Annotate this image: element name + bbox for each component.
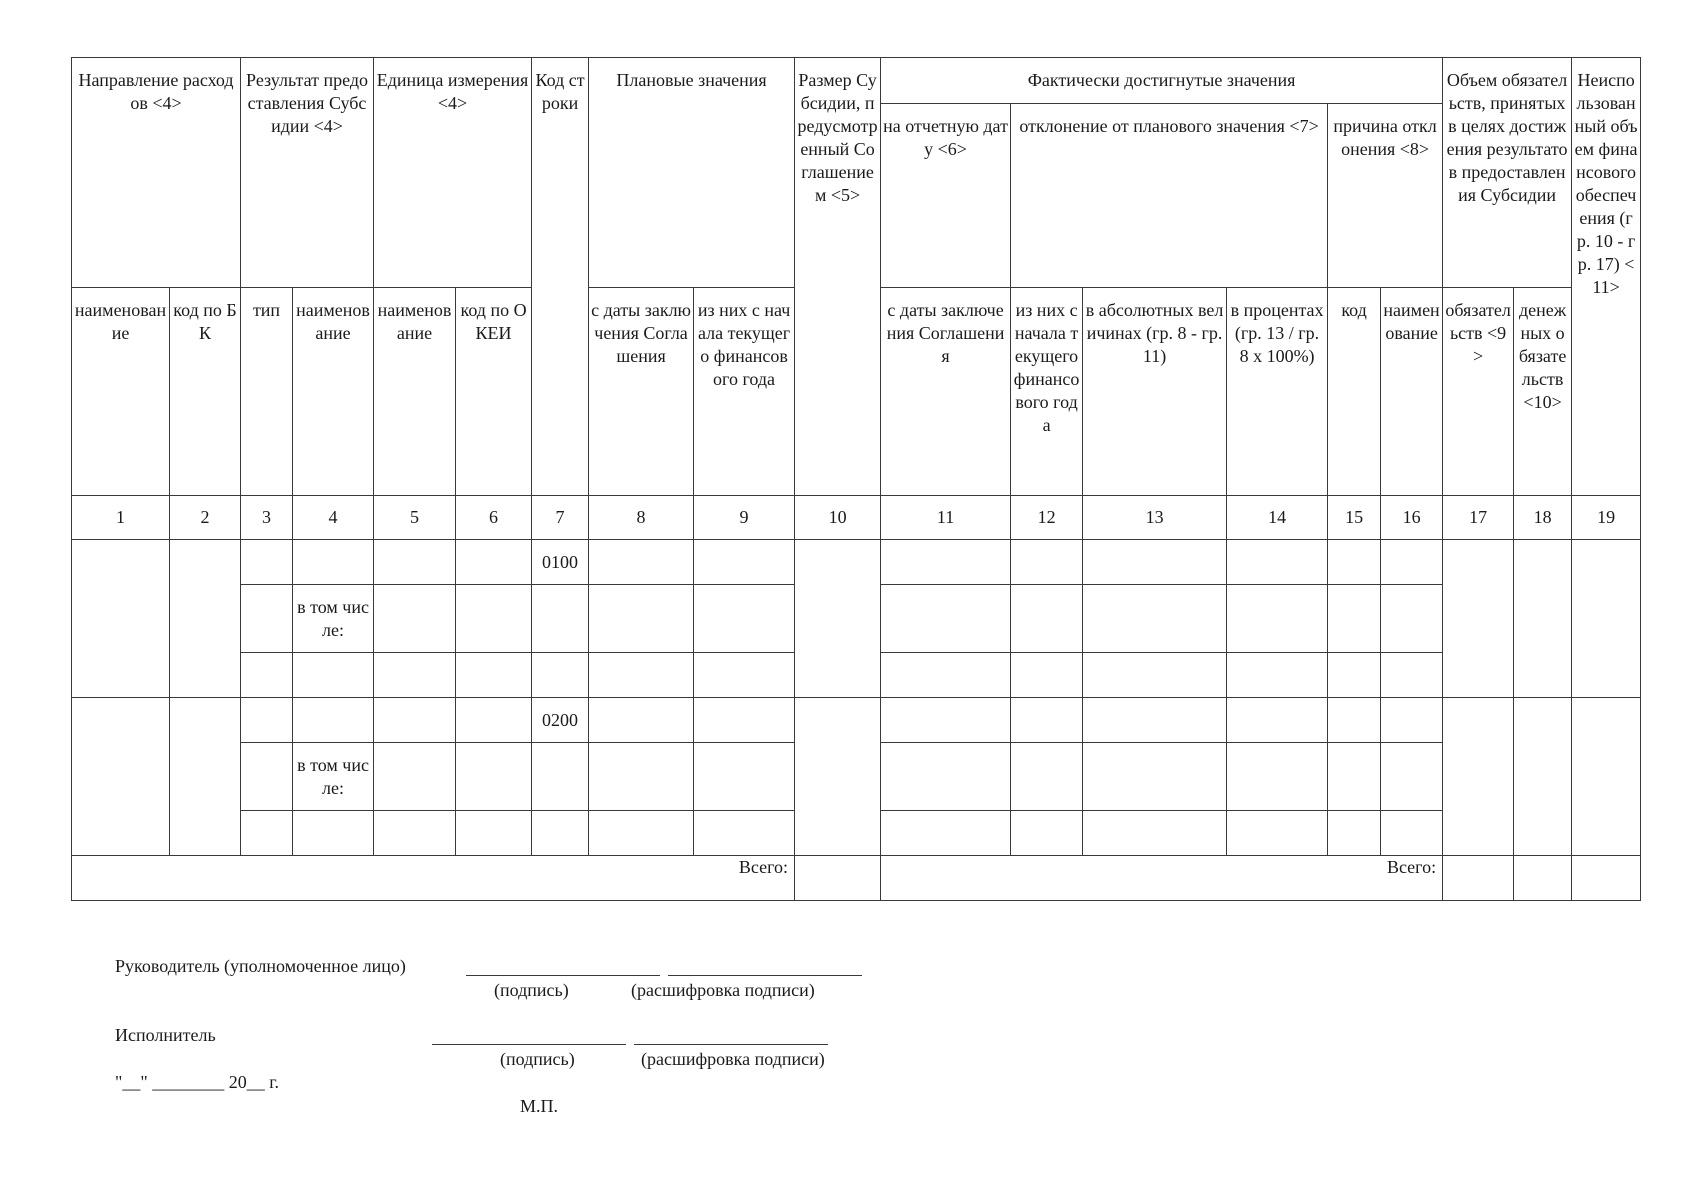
table-cell bbox=[589, 653, 694, 698]
head-decode-line bbox=[668, 975, 862, 976]
header-obligations-volume: Объем обязательств, принятых в целях достижения результатов предоставления Субсидии bbox=[1443, 58, 1572, 288]
table-cell bbox=[456, 698, 532, 743]
table-cell bbox=[1381, 653, 1443, 698]
col-number: 1 bbox=[72, 496, 170, 540]
table-cell bbox=[1572, 698, 1641, 856]
table-cell bbox=[1381, 540, 1443, 585]
table-cell bbox=[1381, 743, 1443, 811]
table-cell bbox=[241, 811, 293, 856]
header-reason-name: наименование bbox=[1381, 288, 1443, 496]
table-cell bbox=[694, 540, 795, 585]
table-cell bbox=[1227, 540, 1328, 585]
head-signature-line bbox=[466, 975, 660, 976]
col-number: 5 bbox=[374, 496, 456, 540]
table-cell bbox=[1011, 698, 1083, 743]
header-fact-from-year: из них с начала текущего финансового года bbox=[1011, 288, 1083, 496]
col-number: 2 bbox=[170, 496, 241, 540]
header-unit-okei: код по ОКЕИ bbox=[456, 288, 532, 496]
table-cell bbox=[241, 698, 293, 743]
col-number: 6 bbox=[456, 496, 532, 540]
table-cell bbox=[170, 698, 241, 856]
table-cell bbox=[881, 811, 1011, 856]
table-cell bbox=[241, 653, 293, 698]
table-cell bbox=[1227, 698, 1328, 743]
col-number: 17 bbox=[1443, 496, 1514, 540]
table-cell bbox=[881, 698, 1011, 743]
col-number: 4 bbox=[293, 496, 374, 540]
table-cell bbox=[1443, 540, 1514, 698]
col-number: 15 bbox=[1328, 496, 1381, 540]
header-actual: Фактически достигнутые значения bbox=[881, 58, 1443, 104]
table-cell bbox=[293, 811, 374, 856]
header-row-1 bbox=[72, 58, 1641, 104]
table-cell bbox=[374, 743, 456, 811]
col-number: 14 bbox=[1227, 496, 1328, 540]
table-cell bbox=[241, 585, 293, 653]
header-dir-name: наименование bbox=[72, 288, 170, 496]
table-cell bbox=[694, 653, 795, 698]
table-cell bbox=[241, 743, 293, 811]
executor-decode-caption: (расшифровка подписи) bbox=[641, 1049, 825, 1069]
table-cell bbox=[1083, 653, 1227, 698]
header-dir-code-bk: код по БК bbox=[170, 288, 241, 496]
table-cell bbox=[241, 540, 293, 585]
table-cell bbox=[374, 698, 456, 743]
total-label-left: Всего: bbox=[72, 856, 795, 901]
table-cell bbox=[1572, 540, 1641, 698]
header-res-type: тип bbox=[241, 288, 293, 496]
column-numbers-row bbox=[72, 496, 1641, 540]
report-table bbox=[71, 57, 1641, 901]
table-cell bbox=[72, 540, 170, 698]
line-code-0200: 0200 bbox=[532, 698, 589, 743]
table-cell bbox=[170, 540, 241, 698]
header-plan-from-year: из них с начала текущего финансового года bbox=[694, 288, 795, 496]
table-cell bbox=[1227, 585, 1328, 653]
header-unit-name: наименование bbox=[374, 288, 456, 496]
table-cell bbox=[1011, 585, 1083, 653]
table-cell bbox=[589, 743, 694, 811]
totals-row bbox=[72, 856, 1641, 901]
head-decode-caption: (расшифровка подписи) bbox=[631, 980, 815, 1000]
table-cell bbox=[456, 743, 532, 811]
table-cell bbox=[1328, 811, 1381, 856]
header-oblig: обязательств <9> bbox=[1443, 288, 1514, 496]
header-res-name: наименование bbox=[293, 288, 374, 496]
table-cell bbox=[1328, 653, 1381, 698]
date-line: "__" ________ 20__ г. bbox=[115, 1072, 280, 1092]
header-direction: Направление расходов <4> bbox=[72, 58, 241, 288]
executor-signature-caption: (подпись) bbox=[500, 1049, 575, 1069]
col-number: 8 bbox=[589, 496, 694, 540]
executor-signature-line bbox=[432, 1044, 626, 1045]
table-cell bbox=[694, 585, 795, 653]
head-signature-caption: (подпись) bbox=[494, 980, 569, 1000]
table-cell bbox=[1381, 811, 1443, 856]
table-cell bbox=[694, 811, 795, 856]
table-cell bbox=[1083, 585, 1227, 653]
col-number: 19 bbox=[1572, 496, 1641, 540]
table-cell bbox=[795, 698, 881, 856]
table-row-0100 bbox=[72, 540, 1641, 585]
header-deviation-reason: причина отклонения <8> bbox=[1328, 104, 1443, 288]
header-unused-volume: Неиспользованный объем финансового обеспечения (гр. 10 - гр. 17) <11> bbox=[1572, 58, 1641, 496]
table-cell bbox=[1011, 743, 1083, 811]
table-cell bbox=[1083, 540, 1227, 585]
table-cell bbox=[1328, 698, 1381, 743]
table-cell bbox=[293, 540, 374, 585]
table-cell bbox=[293, 653, 374, 698]
col-number: 18 bbox=[1514, 496, 1572, 540]
table-cell bbox=[1227, 743, 1328, 811]
line-code-0100: 0100 bbox=[532, 540, 589, 585]
table-cell bbox=[456, 585, 532, 653]
table-cell bbox=[532, 585, 589, 653]
executor-label: Исполнитель bbox=[115, 1025, 216, 1045]
table-cell bbox=[1011, 653, 1083, 698]
table-cell bbox=[589, 698, 694, 743]
header-unit: Единица измерения <4> bbox=[374, 58, 532, 288]
col-number: 11 bbox=[881, 496, 1011, 540]
header-on-report-date: на отчетную дату <6> bbox=[881, 104, 1011, 288]
table-cell bbox=[532, 653, 589, 698]
header-money-oblig: денежных обязательств <10> bbox=[1514, 288, 1572, 496]
table-cell bbox=[374, 585, 456, 653]
table-cell bbox=[881, 585, 1011, 653]
table-cell bbox=[1227, 653, 1328, 698]
table-cell bbox=[532, 811, 589, 856]
table-cell bbox=[1328, 540, 1381, 585]
header-result: Результат предоставления Субсидии <4> bbox=[241, 58, 374, 288]
table-cell bbox=[1328, 585, 1381, 653]
header-planned: Плановые значения bbox=[589, 58, 795, 288]
table-cell bbox=[456, 540, 532, 585]
table-cell bbox=[1011, 540, 1083, 585]
table-cell bbox=[1443, 698, 1514, 856]
table-cell bbox=[456, 653, 532, 698]
table-cell bbox=[694, 743, 795, 811]
table-cell bbox=[1011, 811, 1083, 856]
table-cell bbox=[374, 540, 456, 585]
total-oblig-cell bbox=[1443, 856, 1514, 901]
header-reason-code: код bbox=[1328, 288, 1381, 496]
table-cell bbox=[1083, 698, 1227, 743]
including-label: в том числе: bbox=[293, 585, 374, 653]
table-cell bbox=[589, 585, 694, 653]
header-deviation: отклонение от планового значения <7> bbox=[1011, 104, 1328, 288]
header-fact-from-date: с даты заключения Соглашения bbox=[881, 288, 1011, 496]
col-number: 16 bbox=[1381, 496, 1443, 540]
executor-decode-line bbox=[634, 1044, 828, 1045]
table-cell bbox=[374, 653, 456, 698]
col-number: 7 bbox=[532, 496, 589, 540]
head-label: Руководитель (уполномоченное лицо) bbox=[115, 956, 406, 976]
table-cell bbox=[1381, 585, 1443, 653]
header-line-code: Код строки bbox=[532, 58, 589, 496]
header-abs-values: в абсолютных величинах (гр. 8 - гр. 11) bbox=[1083, 288, 1227, 496]
table-cell bbox=[881, 743, 1011, 811]
total-subsidy-cell bbox=[795, 856, 881, 901]
table-cell bbox=[589, 811, 694, 856]
col-number: 13 bbox=[1083, 496, 1227, 540]
table-cell bbox=[1328, 743, 1381, 811]
header-subsidy-size: Размер Субсидии, предусмотренный Соглашением <5> bbox=[795, 58, 881, 496]
table-cell bbox=[881, 540, 1011, 585]
total-label-right: Всего: bbox=[881, 856, 1443, 901]
table-cell bbox=[795, 540, 881, 698]
table-cell bbox=[881, 653, 1011, 698]
including-label: в том числе: bbox=[293, 743, 374, 811]
table-cell bbox=[1514, 698, 1572, 856]
table-cell bbox=[694, 698, 795, 743]
col-number: 9 bbox=[694, 496, 795, 540]
header-percent-values: в процентах (гр. 13 / гр. 8 x 100%) bbox=[1227, 288, 1328, 496]
table-cell bbox=[1381, 698, 1443, 743]
table-cell bbox=[456, 811, 532, 856]
total-unused-cell bbox=[1572, 856, 1641, 901]
table-row-0200 bbox=[72, 698, 1641, 743]
table-cell bbox=[1227, 811, 1328, 856]
col-number: 3 bbox=[241, 496, 293, 540]
table-cell bbox=[532, 743, 589, 811]
total-money-oblig-cell bbox=[1514, 856, 1572, 901]
table-cell bbox=[293, 698, 374, 743]
table-cell bbox=[72, 698, 170, 856]
table-cell bbox=[1514, 540, 1572, 698]
table-cell bbox=[1083, 811, 1227, 856]
table-cell bbox=[1083, 743, 1227, 811]
col-number: 10 bbox=[795, 496, 881, 540]
table-cell bbox=[374, 811, 456, 856]
header-plan-from-date: с даты заключения Соглашения bbox=[589, 288, 694, 496]
table-cell bbox=[589, 540, 694, 585]
col-number: 12 bbox=[1011, 496, 1083, 540]
stamp-label: М.П. bbox=[520, 1096, 559, 1116]
